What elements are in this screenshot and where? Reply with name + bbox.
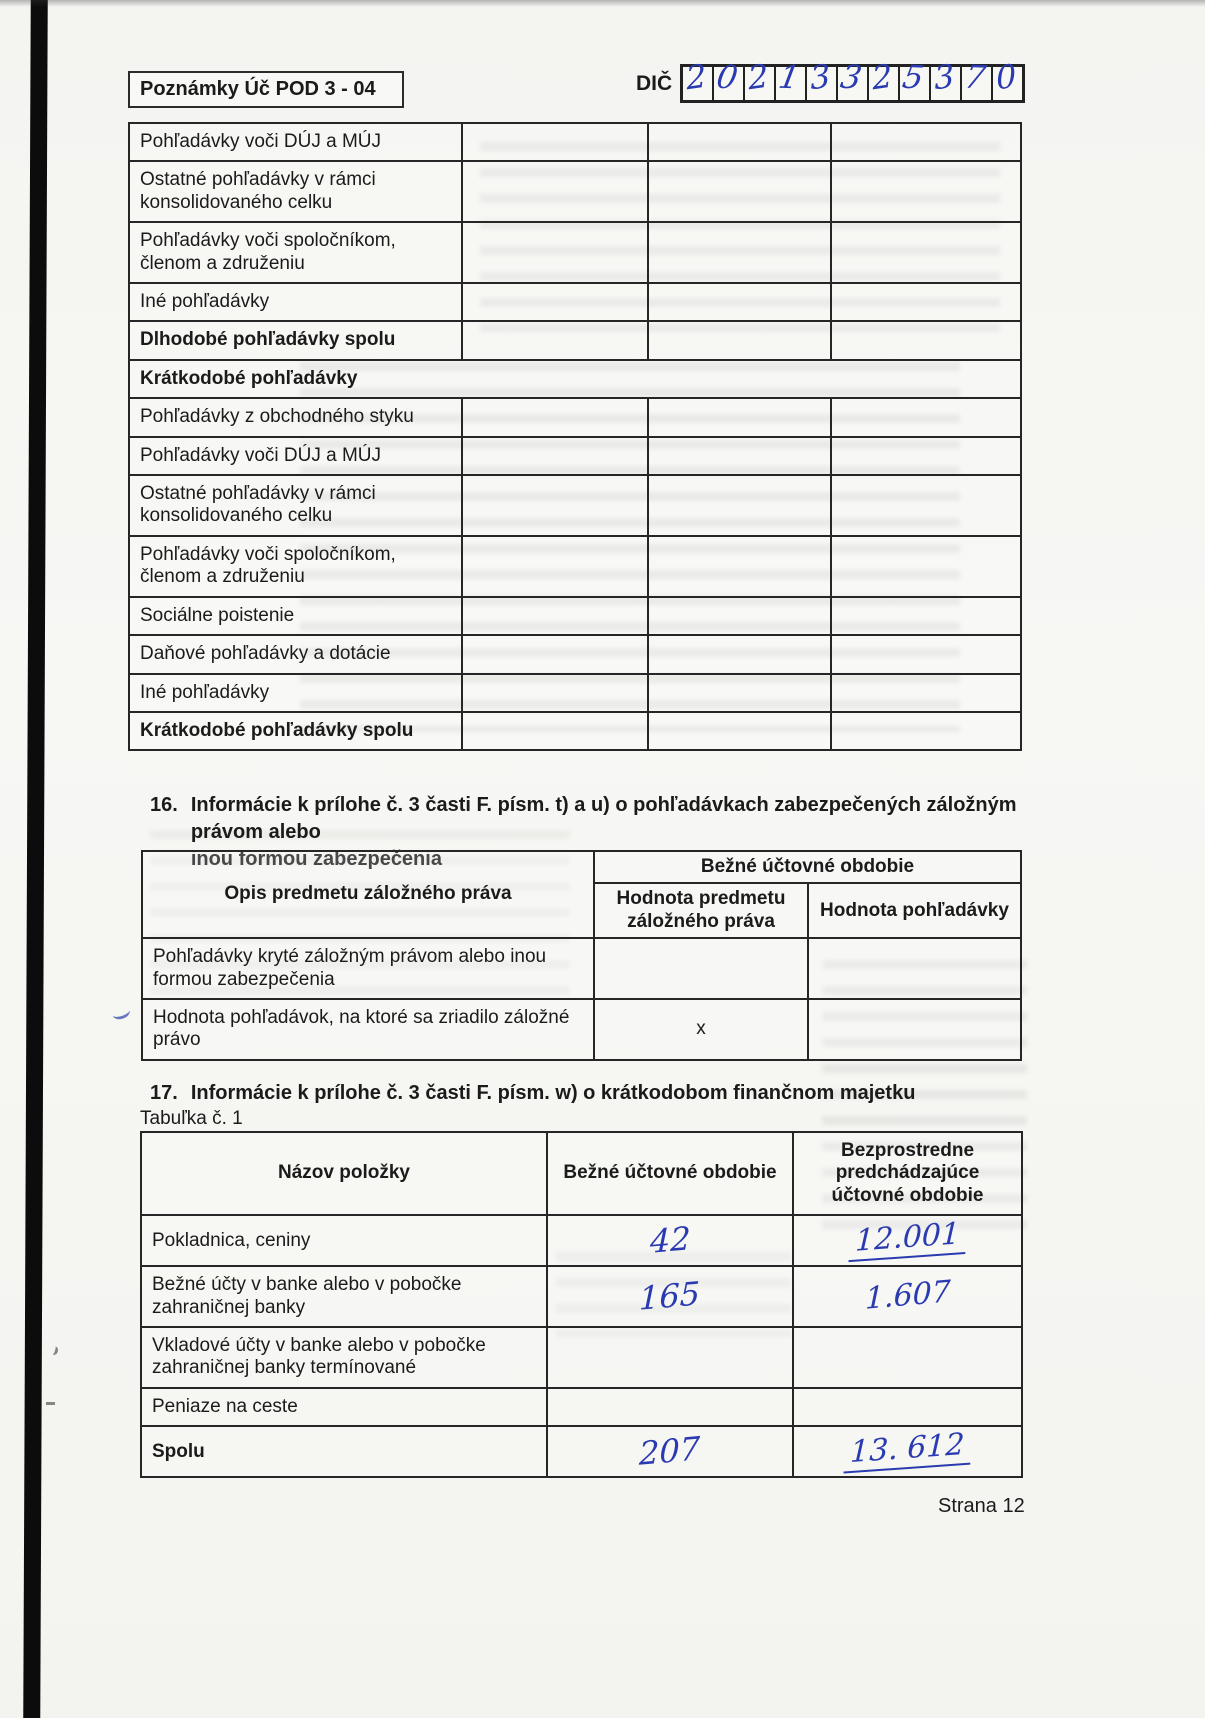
pen-mark [110, 1004, 131, 1022]
table-row [141, 1388, 1022, 1426]
value-cell [831, 674, 1021, 712]
short-term-financial-assets-table [140, 1131, 1023, 1478]
handwritten-digit: 2 [746, 56, 770, 98]
row-label: Daňové pohľadávky a dotácie [129, 635, 462, 673]
row-label: Pohľadávky voči DÚJ a MÚJ [129, 437, 462, 475]
value-cell [831, 123, 1021, 161]
table-row [129, 597, 1021, 635]
row-label: Pohľadávky voči spoločníkom, členom a združeniu [129, 536, 462, 597]
value-cell [462, 674, 648, 712]
pen-mark [49, 1345, 59, 1356]
row-label: Ostatné pohľadávky v rámci konsolidovaného celku [129, 161, 462, 222]
row-label: Ostatné pohľadávky v rámci konsolidovaného celku [129, 475, 462, 536]
section17-heading [150, 1080, 1020, 1107]
row-label: Krátkodobé pohľadávky spolu [129, 712, 462, 750]
table-row [129, 161, 1021, 222]
dic-digit-box [807, 56, 838, 100]
handwritten-digit: 3 [932, 56, 956, 98]
handwritten-value: 207 [639, 1429, 701, 1473]
row-label: Iné pohľadávky [129, 283, 462, 321]
value-cell [831, 161, 1021, 222]
value-cell [648, 597, 831, 635]
dic-digit-box [961, 57, 993, 100]
dic-field [636, 56, 1025, 103]
dic-digit-box [931, 56, 962, 100]
value-cell [831, 712, 1021, 750]
table-row [129, 123, 1021, 161]
value-cell [462, 597, 648, 635]
value-cell [547, 1388, 793, 1426]
table-row [141, 1215, 1022, 1266]
scan-shadow [0, 0, 1205, 7]
handwritten-value: 1.607 [864, 1274, 951, 1318]
value-cell [462, 222, 648, 283]
value-cell [831, 437, 1021, 475]
column-header: Opis predmetu záložného práva [142, 851, 594, 938]
value-cell [462, 398, 648, 436]
dic-digit-boxes [680, 56, 1025, 103]
column-header: Hodnota pohľadávky [808, 883, 1021, 938]
dic-label: DIČ [636, 71, 673, 95]
handwritten-digit: 0 [713, 57, 741, 97]
dic-digit-box [683, 56, 714, 100]
value-cell [462, 321, 648, 359]
value-cell [648, 712, 831, 750]
dic-digit-box [869, 56, 900, 100]
receivables-table [128, 122, 1022, 751]
value-cell [462, 123, 648, 161]
dic-digit-box [837, 57, 869, 100]
row-label: Iné pohľadávky [129, 674, 462, 712]
value-cell [462, 437, 648, 475]
section-title-line1: Informácie k prílohe č. 3 časti F. písm. t) a u) o pohľadávkach zabezpečených záložným právom alebo [190, 794, 1017, 843]
handwritten-digit: 2 [870, 56, 894, 98]
row-label: Peniaze na ceste [141, 1388, 547, 1426]
row-label: Hodnota pohľadávok, na ktoré sa zriadilo záložné právo [142, 999, 594, 1060]
row-label: Sociálne poistenie [129, 597, 462, 635]
column-header: Hodnota predmetu záložného práva [594, 883, 808, 938]
value-cell [831, 536, 1021, 597]
handwritten-digit: 2 [684, 56, 708, 98]
section-number: 16. [150, 794, 178, 816]
value-cell [648, 674, 831, 712]
table-row [142, 999, 1021, 1060]
table-row [129, 536, 1021, 597]
value-cell [648, 536, 831, 597]
pledged-receivables-table [141, 850, 1022, 1061]
row-label: Bežné účty v banke alebo v pobočke zahraničnej banky [141, 1266, 547, 1327]
value-cell [547, 1327, 793, 1388]
value-cell [547, 1215, 793, 1266]
table-row [129, 222, 1021, 283]
form-title-box [128, 71, 404, 108]
column-header: Bežné účtovné obdobie [547, 1132, 793, 1215]
row-label: Pohľadávky z obchodného styku [129, 398, 462, 436]
handwritten-digit: 1 [775, 57, 803, 97]
value-cell [831, 283, 1021, 321]
table-row [141, 1266, 1022, 1327]
value-cell [831, 635, 1021, 673]
table-caption: Tabuľka č. 1 [140, 1108, 243, 1129]
value-cell [462, 475, 648, 536]
value-cell [462, 536, 648, 597]
value-cell [831, 475, 1021, 536]
value-cell [648, 283, 831, 321]
scan-edge-strip [23, 0, 48, 1718]
value-cell [648, 398, 831, 436]
column-header: Názov položky [141, 1132, 547, 1215]
section-number: 17. [150, 1082, 178, 1104]
form-title: Poznámky Úč POD 3 - 04 [140, 78, 376, 100]
value-cell [648, 123, 831, 161]
page-number: Strana 12 [938, 1495, 1025, 1517]
table-row [129, 398, 1021, 436]
value-cell [793, 1266, 1022, 1327]
value-cell [793, 1215, 1022, 1266]
handwritten-digit: 3 [808, 56, 832, 98]
table-header-row [142, 851, 1021, 883]
period-group-header: Bežné účtovné obdobie [594, 851, 1021, 883]
value-cell [831, 321, 1021, 359]
dic-digit-box [775, 57, 807, 100]
table-row [129, 712, 1021, 750]
table-header-row [141, 1132, 1022, 1215]
table-row [129, 283, 1021, 321]
row-label: Pohľadávky voči DÚJ a MÚJ [129, 123, 462, 161]
dic-digit-box [713, 57, 745, 100]
value-cell [648, 635, 831, 673]
value-cell [831, 222, 1021, 283]
row-label: Pohľadávky voči spoločníkom, členom a združeniu [129, 222, 462, 283]
table-row [141, 1327, 1022, 1388]
value-cell [648, 321, 831, 359]
value-cell: x [594, 999, 808, 1060]
value-cell [793, 1327, 1022, 1388]
handwritten-value: 13. 612 [844, 1430, 971, 1474]
table-row [141, 1426, 1022, 1477]
row-label: Vkladové účty v banke alebo v pobočke zahraničnej banky termínované [141, 1327, 547, 1388]
value-cell [648, 437, 831, 475]
row-label: Pohľadávky kryté záložným právom alebo inou formou zabezpečenia [142, 938, 594, 999]
section-title: Informácie k prílohe č. 3 časti F. písm. w) o krátkodobom finančnom majetku [190, 1082, 916, 1104]
row-label: Spolu [141, 1426, 547, 1477]
value-cell [462, 712, 648, 750]
value-cell [547, 1266, 793, 1327]
table-row [129, 674, 1021, 712]
dic-digit-box [899, 57, 931, 100]
table-row [129, 635, 1021, 673]
value-cell [808, 938, 1021, 999]
row-label: Dlhodobé pohľadávky spolu [129, 321, 462, 359]
value-cell [831, 398, 1021, 436]
handwritten-digit: 5 [899, 57, 927, 97]
handwritten-value: 42 [649, 1219, 691, 1261]
value-cell [831, 597, 1021, 635]
value-cell [462, 161, 648, 222]
table-row [129, 321, 1021, 359]
table-row [129, 437, 1021, 475]
table-row [129, 475, 1021, 536]
value-cell [793, 1426, 1022, 1477]
pen-mark [46, 1402, 55, 1405]
value-cell [648, 222, 831, 283]
table-row [142, 938, 1021, 999]
section-label: Krátkodobé pohľadávky [129, 360, 1021, 398]
dic-digit-box [993, 56, 1022, 100]
value-cell [547, 1426, 793, 1477]
handwritten-digit: 3 [837, 57, 865, 97]
value-cell [793, 1388, 1022, 1426]
handwritten-digit: 0 [994, 56, 1018, 98]
value-cell [594, 938, 808, 999]
value-cell [462, 635, 648, 673]
dic-digit-box [745, 56, 776, 100]
section-title-line2: inou formou zabezpečenia [190, 848, 442, 870]
handwritten-digit: 7 [961, 57, 989, 97]
row-label: Pokladnica, ceniny [141, 1215, 547, 1266]
value-cell [648, 161, 831, 222]
handwritten-value: 12.001 [849, 1219, 967, 1262]
table-section-row [129, 360, 1021, 398]
handwritten-value: 165 [639, 1274, 701, 1318]
value-cell [808, 999, 1021, 1060]
value-cell [648, 475, 831, 536]
value-cell [462, 283, 648, 321]
column-header: Bezprostredne predchádzajúce účtovné obdobie [793, 1132, 1022, 1215]
